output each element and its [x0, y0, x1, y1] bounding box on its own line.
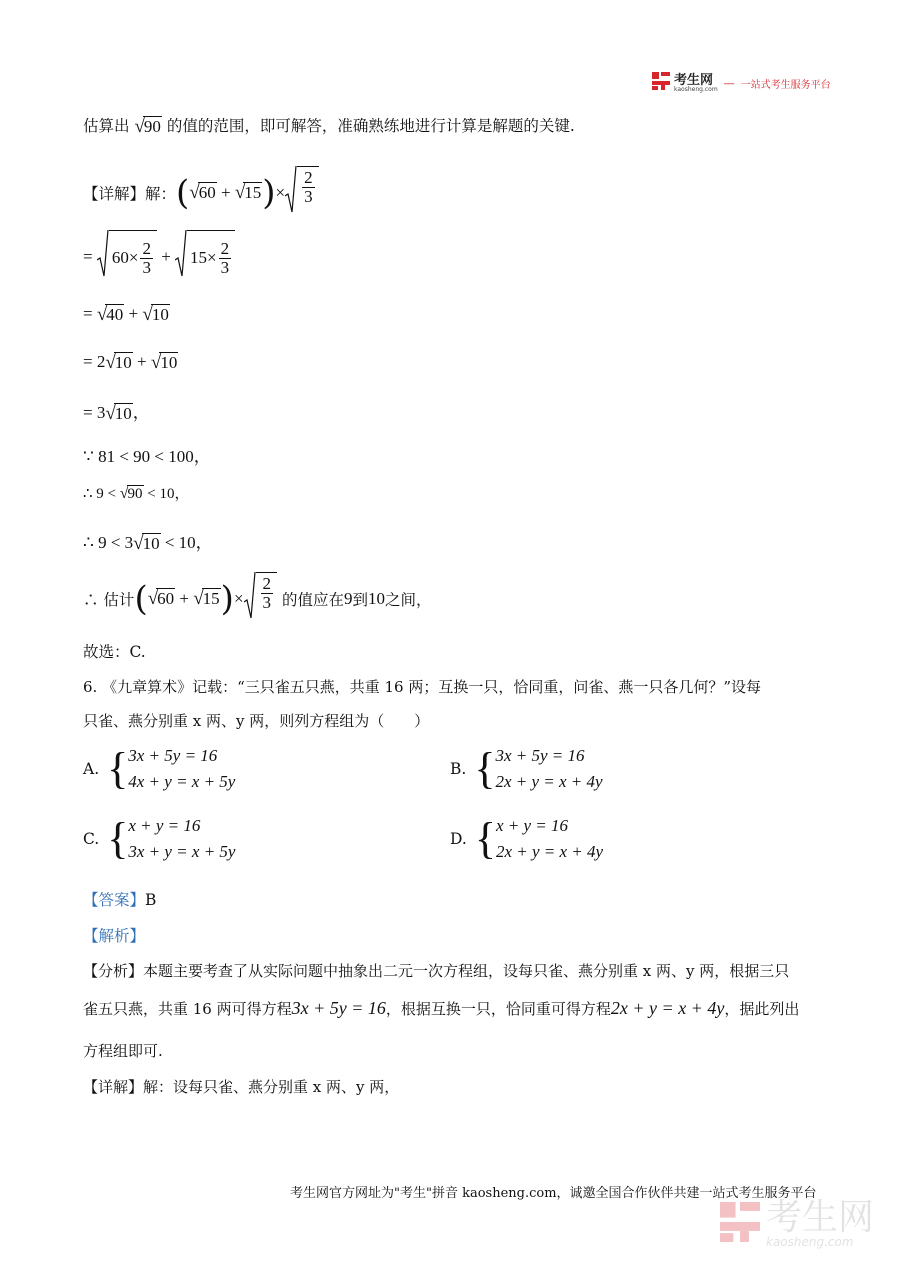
- answer-label: 【答案】: [83, 891, 146, 909]
- analysis-line-2: 雀五只燕，共重 16 两可得方程 3x + 5y = 16 ，根据互换一只，恰同重可得方程 2x + y = x + 4y ，据此列出: [83, 998, 800, 1018]
- logo-text: 考生网: [674, 72, 714, 88]
- option-b[interactable]: B. { 3x + 5y = 16 2x + y = x + 4y: [450, 744, 603, 793]
- detail-choice: 故选：C.: [83, 643, 146, 661]
- detail-line-3: = √40 + √10: [83, 304, 169, 326]
- watermark-domain: kaosheng.com: [766, 1235, 854, 1249]
- detail2-line: 【详解】解：设每只雀、燕分别重 x 两、y 两，: [83, 1078, 400, 1096]
- watermark: [720, 1197, 875, 1249]
- answer-line: [83, 888, 156, 910]
- detail-line-2: = 60× $\frac{2}{3}$ + 15× $\frac{2}{3}$: [83, 230, 235, 283]
- sqrt-90: √90: [134, 116, 161, 137]
- logo-domain: kaosheng.com: [674, 85, 718, 93]
- option-a[interactable]: A. { 3x + 5y = 16 4x + y = x + 5y: [83, 744, 236, 793]
- detail-line-1: 【详解】解： ( √60 + √15 ) × $\frac{2}{3}$: [83, 166, 319, 219]
- detail-label: 【详解】解：: [83, 184, 177, 203]
- watermark-icon: [720, 1200, 760, 1248]
- logo-icon: [652, 72, 670, 94]
- analysis-line-3: 方程组即可.: [83, 1042, 163, 1060]
- detail-line-8: ∴ 9 < 3√10 < 10，: [83, 533, 213, 555]
- watermark-text: 考生网: [766, 1197, 875, 1238]
- option-d[interactable]: D. { x + y = 16 2x + y = x + 4y: [450, 814, 604, 863]
- detail-line-4: = 2√10 + √10: [83, 352, 178, 374]
- question-line-1: 6. 《九章算术》记载：“三只雀五只燕，共重 16 两；互换一只，恰同重，问雀、燕一只各几何？”设每: [83, 678, 762, 696]
- detail-line-9: ∴ 估计 ( √60 + √15 ) × $\frac{2}{3}$ 的值应在 9 到 10 之间，: [83, 572, 432, 625]
- header-logo: 考生网 kaosheng.com — 一站式考生服务平台: [652, 72, 831, 94]
- detail-line-6: ∵ 81 < 90 < 100，: [83, 447, 211, 466]
- analysis-line-1: 【分析】本题主要考查了从实际问题中抽象出二元一次方程组，设每只雀、燕分别重 x 两、y 两，根据三只: [83, 962, 790, 980]
- option-c[interactable]: C. { x + y = 16 3x + y = x + 5y: [83, 814, 236, 863]
- analysis-label: 【解析】: [83, 927, 146, 945]
- detail-line-5: = 3√10，: [83, 403, 150, 425]
- detail-line-7: ∴ 9 < √90 < 10，: [83, 485, 190, 503]
- intro-line: 估算出 √90 的值的范围，即可解答，准确熟练地进行计算是解题的关键.: [83, 116, 575, 137]
- question-line-2: 只雀、燕分别重 x 两、y 两，则列方程组为（ ）: [83, 712, 430, 730]
- logo-slogan: 一站式考生服务平台: [740, 79, 831, 91]
- footer-text: 考生网官方网址为"考生"拼音 kaosheng.com，诚邀全国合作伙伴共建一站式考生服务平台: [290, 1186, 817, 1201]
- answer-value: B: [145, 891, 157, 909]
